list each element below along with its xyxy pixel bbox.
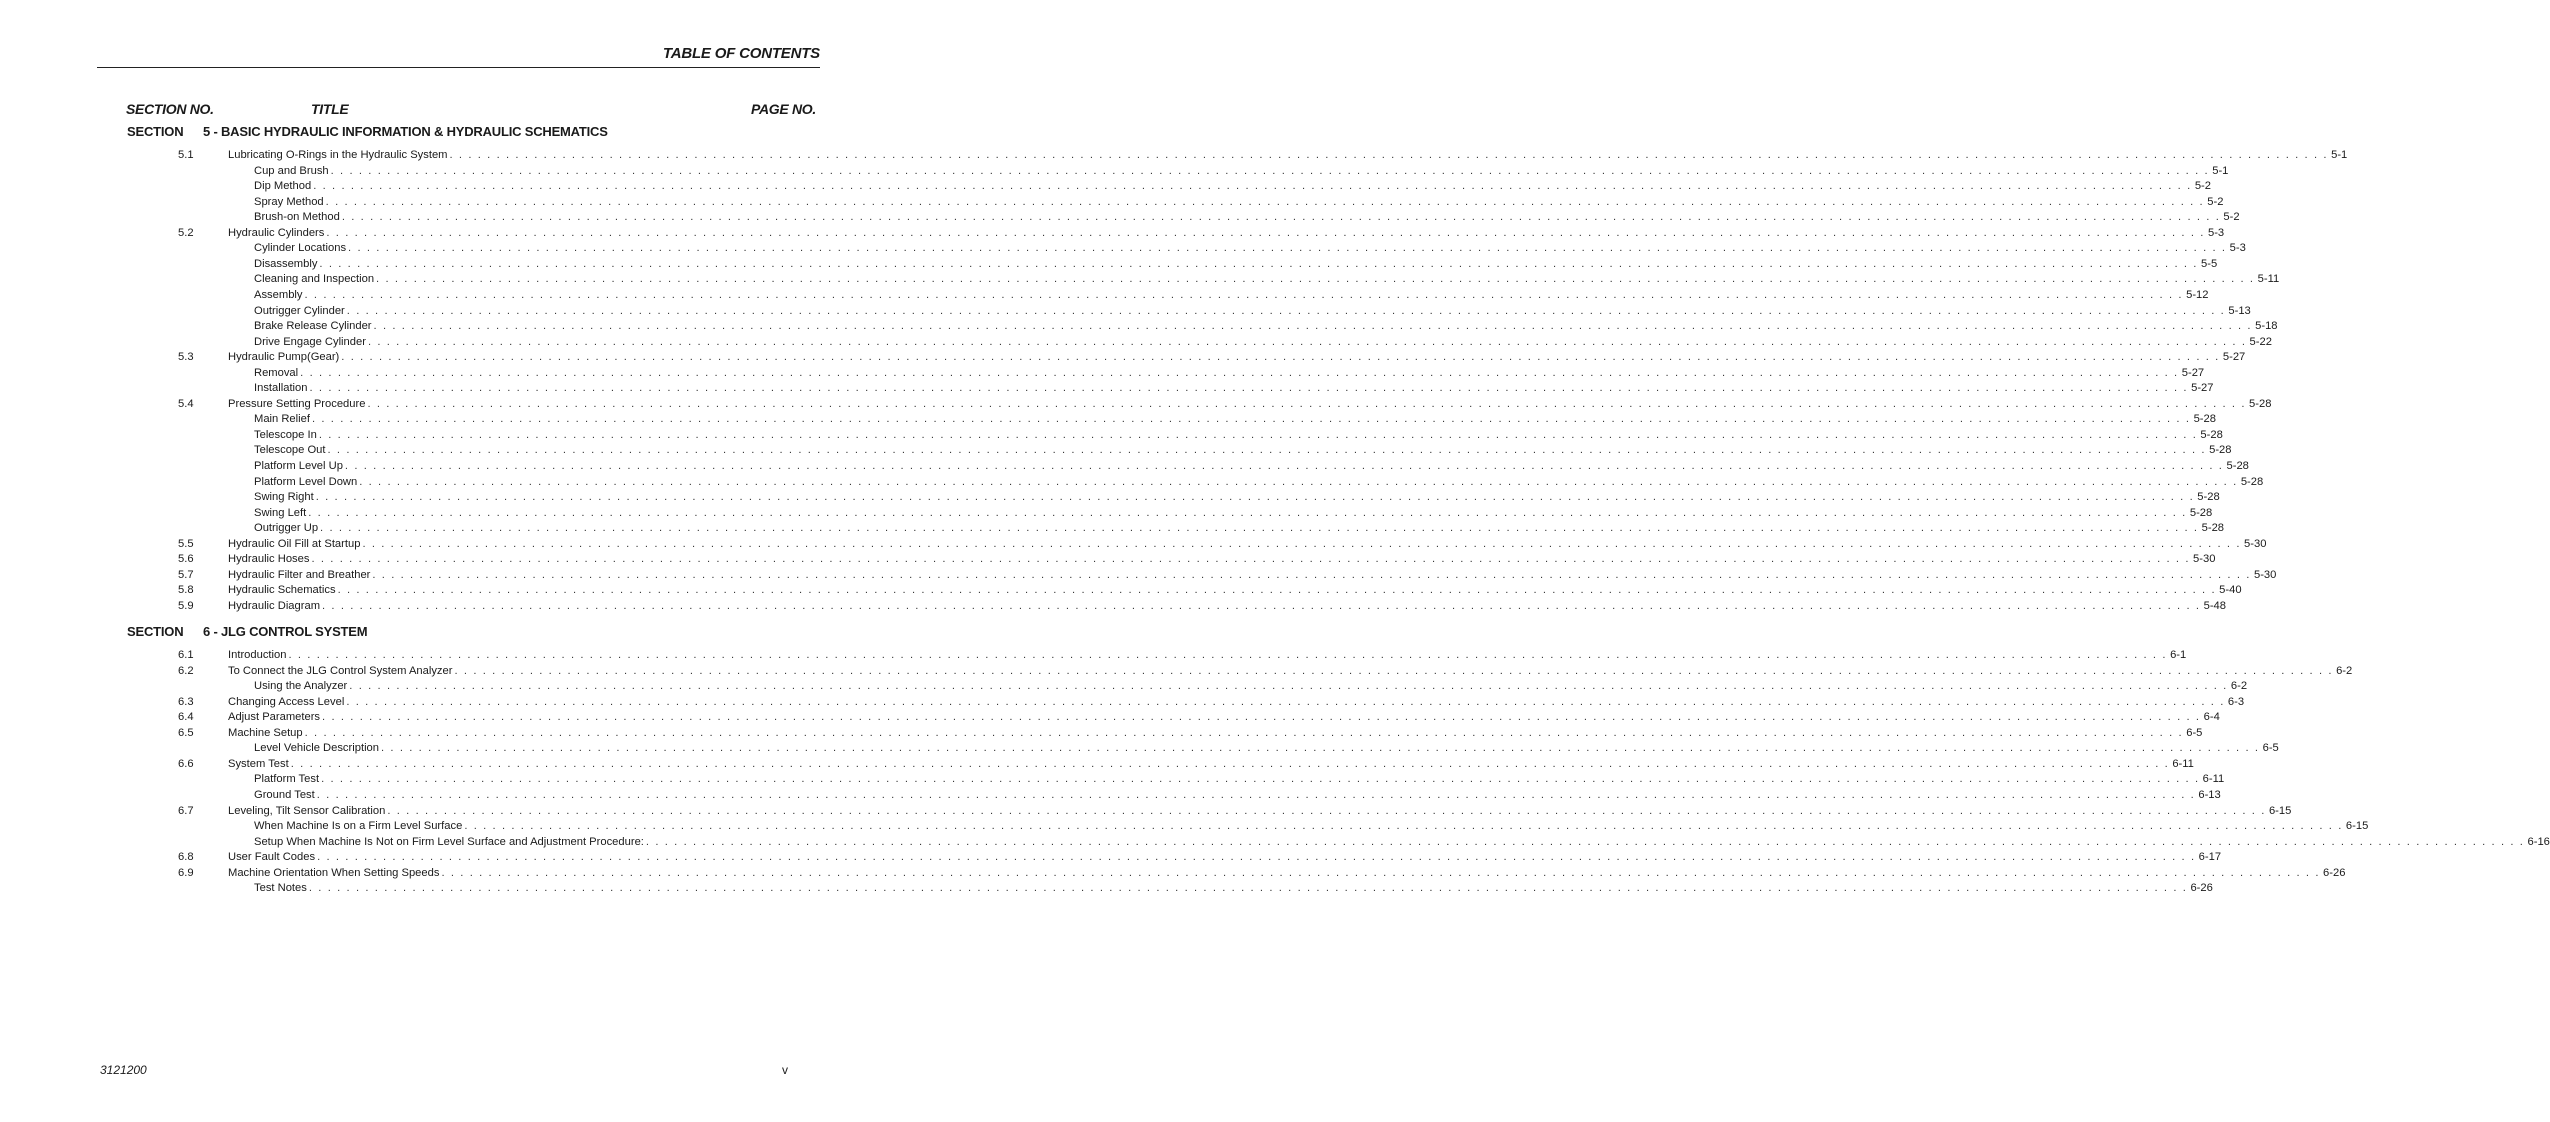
toc-entry-link[interactable] — [254, 819, 2369, 834]
toc-entry-link[interactable] — [254, 288, 2209, 303]
toc-entry-title: Telescope Out — [254, 444, 326, 457]
dot-leader: . . . . . . . . . . . . . . . . . . . . . . . . . . . . . . . . . . . . . . . . . . . . . . . . . . . . . . . . . . . . . . . . . . . . . . . . . . . . . . . . . . . . . . . . . . . . . . . . . . . . . . . . . . . . . . . . . . . . . . . . . . . . . . . . . . . . . . . . . . . . . . . . . . . . . . . . . . . . . . . . . . . . . . . . . . . . . . . . . . . . . . . . . . . . . . . . . . . . . . . . — [316, 789, 2196, 801]
toc-entry-page: 6-2 — [2230, 680, 2248, 693]
toc-entry-row[interactable] — [0, 552, 2216, 567]
dot-leader: . . . . . . . . . . . . . . . . . . . . . . . . . . . . . . . . . . . . . . . . . . . . . . . . . . . . . . . . . . . . . . . . . . . . . . . . . . . . . . . . . . . . . . . . . . . . . . . . . . . . . . . . . . . . . . . . . . . . . . . . . . . . . . . . . . . . . . . . . . . . . . . . . . . . . . . . . . . . . . . . . . . . . . . . . . . . . . . . . . . . . . . . . . . . . . . . . . . . . . . . — [325, 195, 2205, 208]
toc-entry-title: Swing Left — [254, 506, 307, 519]
toc-entry-row[interactable] — [0, 726, 2203, 741]
toc-entry-title: Hydraulic Oil Fill at Startup — [228, 537, 361, 550]
toc-entry-row[interactable] — [0, 241, 2246, 256]
toc-entry-page: 6-17 — [2198, 851, 2222, 864]
toc-entry-number: 6.7 — [178, 804, 194, 817]
dot-leader: . . . . . . . . . . . . . . . . . . . . . . . . . . . . . . . . . . . . . . . . . . . . . . . . . . . . . . . . . . . . . . . . . . . . . . . . . . . . . . . . . . . . . . . . . . . . . . . . . . . . . . . . . . . . . . . . . . . . . . . . . . . . . . . . . . . . . . . . . . . . . . . . . . . . . . . . . . . . . . . . . . . . . . . . . . . . . . . . . . . . . . . . . . . . . . . . . . . . . . . . — [441, 866, 2321, 879]
dot-leader: . . . . . . . . . . . . . . . . . . . . . . . . . . . . . . . . . . . . . . . . . . . . . . . . . . . . . . . . . . . . . . . . . . . . . . . . . . . . . . . . . . . . . . . . . . . . . . . . . . . . . . . . . . . . . . . . . . . . . . . . . . . . . . . . . . . . . . . . . . . . . . . . . . . . . . . . . . . . . . . . . . . . . . . . . . . . . . . . . . . . . . . . . . . . . . . . . . . . . . . . — [367, 335, 2247, 348]
dot-leader: . . . . . . . . . . . . . . . . . . . . . . . . . . . . . . . . . . . . . . . . . . . . . . . . . . . . . . . . . . . . . . . . . . . . . . . . . . . . . . . . . . . . . . . . . . . . . . . . . . . . . . . . . . . . . . . . . . . . . . . . . . . . . . . . . . . . . . . . . . . . . . . . . . . . . . . . . . . . . . . . . . . . . . . . . . . . . . . . . . . . . . . . . . . . . . . . . . . . . . . . — [344, 460, 2224, 472]
toc-entry-row[interactable] — [0, 459, 2249, 474]
toc-entry-page: 6-15 — [2268, 804, 2292, 817]
dot-leader: . . . . . . . . . . . . . . . . . . . . . . . . . . . . . . . . . . . . . . . . . . . . . . . . . . . . . . . . . . . . . . . . . . . . . . . . . . . . . . . . . . . . . . . . . . . . . . . . . . . . . . . . . . . . . . . . . . . . . . . . . . . . . . . . . . . . . . . . . . . . . . . . . . . . . . . . . . . . . . . . . . . . . . . . . . . . . . . . . . . . . . . . . . . . . . . . . . . . . . . . — [464, 820, 2343, 832]
toc-entry-number: 5.2 — [178, 226, 194, 239]
toc-entry-title: Dip Method — [254, 180, 312, 193]
toc-entry-title: To Connect the JLG Control System Analyzer — [228, 664, 453, 677]
toc-entry-title: Ground Test — [254, 789, 315, 801]
toc-entry-row[interactable] — [0, 288, 2209, 303]
toc-entry-link[interactable] — [254, 257, 2218, 272]
toc-entry-page: 5-48 — [2203, 600, 2227, 612]
toc-entry-link[interactable] — [254, 788, 2221, 803]
toc-entry-link[interactable] — [254, 490, 2220, 505]
toc-entry-number: 5.3 — [178, 351, 194, 364]
toc-entry-page: 5-30 — [2253, 568, 2277, 581]
toc-entry-title: Changing Access Level — [228, 695, 345, 708]
toc-entry-row[interactable] — [0, 335, 2272, 350]
toc-entry-link[interactable] — [254, 164, 2229, 179]
toc-entry-link[interactable] — [254, 412, 2216, 427]
toc-entry-number: 6.4 — [178, 711, 194, 724]
toc-entry-row[interactable] — [0, 179, 2211, 194]
toc-entry-row[interactable] — [0, 490, 2220, 505]
toc-entry-row[interactable] — [0, 568, 2277, 583]
toc-entry-row[interactable] — [0, 866, 2346, 881]
toc-entry-title: Hydraulic Pump(Gear) — [228, 351, 340, 364]
toc-entry-page: 5-27 — [2191, 382, 2214, 395]
toc-entry-link[interactable] — [254, 741, 2279, 756]
toc-entry-row[interactable] — [0, 257, 2218, 272]
dot-leader: . . . . . . . . . . . . . . . . . . . . . . . . . . . . . . . . . . . . . . . . . . . . . . . . . . . . . . . . . . . . . . . . . . . . . . . . . . . . . . . . . . . . . . . . . . . . . . . . . . . . . . . . . . . . . . . . . . . . . . . . . . . . . . . . . . . . . . . . . . . . . . . . . . . . . . . . . . . . . . . . . . . . . . . . . . . . . . . . . . . . . . . . . . . . . . . . . . . . . . . . — [290, 757, 2170, 770]
toc-entry-row[interactable] — [0, 164, 2229, 179]
toc-entry-row[interactable] — [0, 506, 2213, 521]
toc-entry-number: 5.9 — [178, 600, 194, 612]
dot-leader: . . . . . . . . . . . . . . . . . . . . . . . . . . . . . . . . . . . . . . . . . . . . . . . . . . . . . . . . . . . . . . . . . . . . . . . . . . . . . . . . . . . . . . . . . . . . . . . . . . . . . . . . . . . . . . . . . . . . . . . . . . . . . . . . . . . . . . . . . . . . . . . . . . . . . . . . . . . . . . . . . . . . . . . . . . . . . . . . . . . . . . . . . . . . . . . . . . . . . . . . — [376, 273, 2255, 286]
toc-entry-row[interactable] — [0, 772, 2225, 787]
dot-leader: . . . . . . . . . . . . . . . . . . . . . . . . . . . . . . . . . . . . . . . . . . . . . . . . . . . . . . . . . . . . . . . . . . . . . . . . . . . . . . . . . . . . . . . . . . . . . . . . . . . . . . . . . . . . . . . . . . . . . . . . . . . . . . . . . . . . . . . . . . . . . . . . . . . . . . . . . . . . . . . . . . . . . . . . . . . . . . . . . . . . . . . . . . . . . . . . . . . . . . . . — [311, 413, 2191, 426]
toc-entry-row[interactable] — [0, 850, 2222, 865]
toc-entry-title: User Fault Codes — [228, 851, 316, 864]
toc-entry-page: 5-12 — [2186, 289, 2209, 301]
toc-entry-title: Removal — [254, 366, 299, 379]
toc-entry-link[interactable] — [228, 397, 2272, 412]
toc-entry-title: When Machine Is on a Firm Level Surface — [254, 820, 463, 832]
toc-entry-row[interactable] — [0, 741, 2279, 756]
toc-entry-row[interactable] — [0, 366, 2205, 381]
toc-entry-row[interactable] — [0, 710, 2220, 725]
toc-entry-page: 6-4 — [2203, 711, 2220, 724]
dot-leader: . . . . . . . . . . . . . . . . . . . . . . . . . . . . . . . . . . . . . . . . . . . . . . . . . . . . . . . . . . . . . . . . . . . . . . . . . . . . . . . . . . . . . . . . . . . . . . . . . . . . . . . . . . . . . . . . . . . . . . . . . . . . . . . . . . . . . . . . . . . . . . . . . . . . . . . . . . . . . . . . . . . . . . . . . . . . . . . . . . . . . . . . . . . . . . . . . . . . . . . . — [381, 742, 2260, 755]
dot-leader: . . . . . . . . . . . . . . . . . . . . . . . . . . . . . . . . . . . . . . . . . . . . . . . . . . . . . . . . . . . . . . . . . . . . . . . . . . . . . . . . . . . . . . . . . . . . . . . . . . . . . . . . . . . . . . . . . . . . . . . . . . . . . . . . . . . . . . . . . . . . . . . . . . . . . . . . . . . . . . . . . . . . . . . . . . . . . . . . . . . . . . . . . . . . . . . . . . . . . . . . — [359, 475, 2238, 488]
dot-leader: . . . . . . . . . . . . . . . . . . . . . . . . . . . . . . . . . . . . . . . . . . . . . . . . . . . . . . . . . . . . . . . . . . . . . . . . . . . . . . . . . . . . . . . . . . . . . . . . . . . . . . . . . . . . . . . . . . . . . . . . . . . . . . . . . . . . . . . . . . . . . . . . . . . . . . . . . . . . . . . . . . . . . . . . . . . . . . . . . . . . . . . . . . . . . . . . . . . . . . . . — [317, 851, 2196, 864]
toc-entry-number: 6.9 — [178, 866, 194, 879]
dot-leader: . . . . . . . . . . . . . . . . . . . . . . . . . . . . . . . . . . . . . . . . . . . . . . . . . . . . . . . . . . . . . . . . . . . . . . . . . . . . . . . . . . . . . . . . . . . . . . . . . . . . . . . . . . . . . . . . . . . . . . . . . . . . . . . . . . . . . . . . . . . . . . . . . . . . . . . . . . . . . . . . . . . . . . . . . . . . . . . . . . . . . . . . . . . . . . . . . . . . . . . . — [322, 600, 2201, 612]
dot-leader: . . . . . . . . . . . . . . . . . . . . . . . . . . . . . . . . . . . . . . . . . . . . . . . . . . . . . . . . . . . . . . . . . . . . . . . . . . . . . . . . . . . . . . . . . . . . . . . . . . . . . . . . . . . . . . . . . . . . . . . . . . . . . . . . . . . . . . . . . . . . . . . . . . . . . . . . . . . . . . . . . . . . . . . . . . . . . . . . . . . . . . . . . . . . . . . . . . . . . . . . — [367, 397, 2247, 410]
dot-leader: . . . . . . . . . . . . . . . . . . . . . . . . . . . . . . . . . . . . . . . . . . . . . . . . . . . . . . . . . . . . . . . . . . . . . . . . . . . . . . . . . . . . . . . . . . . . . . . . . . . . . . . . . . . . . . . . . . . . . . . . . . . . . . . . . . . . . . . . . . . . . . . . . . . . . . . . . . . . . . . . . . . . . . . . . . . . . . . . . . . . . . . . . . . . . . . . . . . . . . . . — [454, 664, 2334, 677]
toc-entry-title: Platform Test — [254, 773, 320, 786]
toc-entry-page: 5-28 — [2226, 460, 2249, 472]
toc-entry-link[interactable] — [254, 679, 2248, 694]
dot-leader: . . . . . . . . . . . . . . . . . . . . . . . . . . . . . . . . . . . . . . . . . . . . . . . . . . . . . . . . . . . . . . . . . . . . . . . . . . . . . . . . . . . . . . . . . . . . . . . . . . . . . . . . . . . . . . . . . . . . . . . . . . . . . . . . . . . . . . . . . . . . . . . . . . . . . . . . . . . . . . . . . . . . . . . . . . . . . . . . . . . . . . . . . . . . . . . . . . . . . . . . — [308, 882, 2188, 895]
toc-entry-page: 5-2 — [2194, 180, 2211, 193]
toc-entry-title: Machine Setup — [228, 726, 303, 739]
toc-entry-title: Platform Level Up — [254, 460, 343, 472]
toc-entry-link[interactable] — [228, 226, 2225, 241]
toc-entry-title: Introduction — [228, 649, 287, 661]
toc-entry-row[interactable] — [0, 599, 2227, 614]
dot-leader: . . . . . . . . . . . . . . . . . . . . . . . . . . . . . . . . . . . . . . . . . . . . . . . . . . . . . . . . . . . . . . . . . . . . . . . . . . . . . . . . . . . . . . . . . . . . . . . . . . . . . . . . . . . . . . . . . . . . . . . . . . . . . . . . . . . . . . . . . . . . . . . . . . . . . . . . . . . . . . . . . . . . . . . . . . . . . . . . . . . . . . . . . . . . . . . . . . . . . . . . — [304, 726, 2184, 739]
toc-entry-row[interactable] — [0, 397, 2272, 412]
toc-entry-row[interactable] — [0, 412, 2216, 427]
toc-entry-row[interactable] — [0, 210, 2240, 225]
toc-entry-title: Outrigger Cylinder — [254, 304, 345, 317]
toc-entry-link[interactable] — [254, 835, 2550, 850]
toc-entry-number: 6.2 — [178, 664, 194, 677]
section-word: SECTION — [127, 624, 184, 639]
dot-leader: . . . . . . . . . . . . . . . . . . . . . . . . . . . . . . . . . . . . . . . . . . . . . . . . . . . . . . . . . . . . . . . . . . . . . . . . . . . . . . . . . . . . . . . . . . . . . . . . . . . . . . . . . . . . . . . . . . . . . . . . . . . . . . . . . . . . . . . . . . . . . . . . . . . . . . . . . . . . . . . . . . . . . . . . . . . . . . . . . . . . . . . . . . . . . . . . . . . . . . . . — [313, 180, 2192, 193]
header-title: TABLE OF CONTENTS — [662, 45, 820, 62]
toc-entry-title: Installation — [254, 382, 308, 395]
toc-entry-row[interactable] — [0, 475, 2264, 490]
toc-entry-title: Hydraulic Schematics — [228, 584, 336, 597]
toc-entry-page: 5-28 — [2189, 506, 2213, 519]
dot-leader: . . . . . . . . . . . . . . . . . . . . . . . . . . . . . . . . . . . . . . . . . . . . . . . . . . . . . . . . . . . . . . . . . . . . . . . . . . . . . . . . . . . . . . . . . . . . . . . . . . . . . . . . . . . . . . . . . . . . . . . . . . . . . . . . . . . . . . . . . . . . . . . . . . . . . . . . . . . . . . . . . . . . . . . . . . . . . . . . . . . . . . . . . . . . . . . . . . . . . . . . — [346, 304, 2226, 317]
toc-entry-page: 6-26 — [2323, 866, 2346, 879]
toc-entry-row[interactable] — [0, 537, 2267, 552]
toc-entry-title: Disassembly — [254, 257, 318, 270]
toc-entry-title: Lubricating O-Rings in the Hydraulic System — [228, 149, 448, 161]
toc-entry-title: Level Vehicle Description — [254, 742, 379, 755]
toc-entry-title: Cup and Brush — [254, 164, 329, 177]
header-rule — [97, 67, 820, 68]
toc-entry-row[interactable] — [0, 788, 2221, 803]
toc-entry-title: Using the Analyzer — [254, 680, 348, 693]
toc-entry-number: 5.4 — [178, 397, 194, 410]
toc-entry-link[interactable] — [254, 210, 2240, 225]
toc-entry-title: System Test — [228, 757, 289, 770]
toc-entry-link[interactable] — [254, 443, 2232, 458]
dot-leader: . . . . . . . . . . . . . . . . . . . . . . . . . . . . . . . . . . . . . . . . . . . . . . . . . . . . . . . . . . . . . . . . . . . . . . . . . . . . . . . . . . . . . . . . . . . . . . . . . . . . . . . . . . . . . . . . . . . . . . . . . . . . . . . . . . . . . . . . . . . . . . . . . . . . . . . . . . . . . . . . . . . . . . . . . . . . . . . . . . . . . . . . . . . . . . . . . . . . . . . . — [341, 351, 2220, 364]
toc-entry-page: 5-18 — [2255, 320, 2278, 333]
toc-entry-page: 5-5 — [2201, 257, 2218, 270]
toc-entry-page: 6-1 — [2170, 649, 2187, 661]
toc-entry-row[interactable] — [0, 272, 2280, 287]
toc-entry-link[interactable] — [254, 881, 2213, 896]
toc-entry-row[interactable] — [0, 648, 2187, 663]
toc-entry-title: Leveling, Tilt Sensor Calibration — [228, 804, 386, 817]
col-section-no: SECTION NO. — [126, 101, 214, 117]
toc-entry-title: Drive Engage Cylinder — [254, 335, 366, 348]
toc-entry-row[interactable] — [0, 804, 2292, 819]
toc-entry-page: 5-30 — [2193, 553, 2216, 566]
toc-entry-link[interactable] — [254, 381, 2214, 396]
toc-entry-number: 6.6 — [178, 757, 194, 770]
toc-entry-link[interactable] — [228, 850, 2222, 865]
toc-entry-title: Outrigger Up — [254, 522, 319, 535]
toc-entry-link[interactable] — [228, 664, 2353, 679]
toc-entry-link[interactable] — [254, 459, 2249, 474]
toc-entry-page: 5-28 — [2249, 397, 2272, 410]
toc-entry-number: 5.7 — [178, 568, 194, 581]
dot-leader: . . . . . . . . . . . . . . . . . . . . . . . . . . . . . . . . . . . . . . . . . . . . . . . . . . . . . . . . . . . . . . . . . . . . . . . . . . . . . . . . . . . . . . . . . . . . . . . . . . . . . . . . . . . . . . . . . . . . . . . . . . . . . . . . . . . . . . . . . . . . . . . . . . . . . . . . . . . . . . . . . . . . . . . . . . . . . . . . . . . . . . . . . . . . . . . . . . . . . . . . — [315, 491, 2195, 504]
dot-leader: . . . . . . . . . . . . . . . . . . . . . . . . . . . . . . . . . . . . . . . . . . . . . . . . . . . . . . . . . . . . . . . . . . . . . . . . . . . . . . . . . . . . . . . . . . . . . . . . . . . . . . . . . . . . . . . . . . . . . . . . . . . . . . . . . . . . . . . . . . . . . . . . . . . . . . . . . . . . . . . . . . . . . . . . . . . . . . . . . . . . . . . . . . . . . . . . . . . . . . . . — [373, 320, 2253, 333]
toc-entry-link[interactable] — [254, 506, 2213, 521]
toc-entry-link[interactable] — [228, 350, 2246, 365]
dot-leader: . . . . . . . . . . . . . . . . . . . . . . . . . . . . . . . . . . . . . . . . . . . . . . . . . . . . . . . . . . . . . . . . . . . . . . . . . . . . . . . . . . . . . . . . . . . . . . . . . . . . . . . . . . . . . . . . . . . . . . . . . . . . . . . . . . . . . . . . . . . . . . . . . . . . . . . . . . . . . . . . . . . . . . . . . . . . . . . . . . . . . . . . . . . . . . . . . . . . . . . . — [300, 366, 2179, 379]
toc-entry-row[interactable] — [0, 757, 2194, 772]
toc-entry-page: 6-3 — [2227, 695, 2245, 708]
toc-entry-link[interactable] — [228, 757, 2194, 772]
toc-entry-page: 5-30 — [2244, 537, 2267, 550]
dot-leader: . . . . . . . . . . . . . . . . . . . . . . . . . . . . . . . . . . . . . . . . . . . . . . . . . . . . . . . . . . . . . . . . . . . . . . . . . . . . . . . . . . . . . . . . . . . . . . . . . . . . . . . . . . . . . . . . . . . . . . . . . . . . . . . . . . . . . . . . . . . . . . . . . . . . . . . . . . . . . . . . . . . . . . . . . . . . . . . . . . . . . . . . . . . . . . . . . . . . . . . . — [304, 289, 2184, 301]
toc-entry-page: 6-15 — [2345, 820, 2369, 832]
toc-entry-page: 5-28 — [2197, 491, 2220, 504]
toc-entry-link[interactable] — [254, 772, 2225, 787]
toc-entry-page: 5-40 — [2219, 584, 2242, 597]
toc-entry-page: 5-2 — [2223, 211, 2240, 224]
toc-entry-link[interactable] — [228, 568, 2277, 583]
dot-leader: . . . . . . . . . . . . . . . . . . . . . . . . . . . . . . . . . . . . . . . . . . . . . . . . . . . . . . . . . . . . . . . . . . . . . . . . . . . . . . . . . . . . . . . . . . . . . . . . . . . . . . . . . . . . . . . . . . . . . . . . . . . . . . . . . . . . . . . . . . . . . . . . . . . . . . . . . . . . . . . . . . . . . . . . . . . . . . . . . . . . . . . . . . . . . . . . . . . . . . . . — [330, 164, 2210, 177]
dot-leader: . . . . . . . . . . . . . . . . . . . . . . . . . . . . . . . . . . . . . . . . . . . . . . . . . . . . . . . . . . . . . . . . . . . . . . . . . . . . . . . . . . . . . . . . . . . . . . . . . . . . . . . . . . . . . . . . . . . . . . . . . . . . . . . . . . . . . . . . . . . . . . . . . . . . . . . . . . . . . . . . . . . . . . . . . . . . . . . . . . . . . . . . . . . . . . . . . . . . . . . . — [449, 149, 2329, 161]
toc-entry-row[interactable] — [0, 521, 2225, 536]
toc-entry-number: 5.5 — [178, 537, 194, 550]
toc-entry-title: Cleaning and Inspection — [254, 273, 375, 286]
toc-entry-link[interactable] — [254, 241, 2246, 256]
dot-leader: . . . . . . . . . . . . . . . . . . . . . . . . . . . . . . . . . . . . . . . . . . . . . . . . . . . . . . . . . . . . . . . . . . . . . . . . . . . . . . . . . . . . . . . . . . . . . . . . . . . . . . . . . . . . . . . . . . . . . . . . . . . . . . . . . . . . . . . . . . . . . . . . . . . . . . . . . . . . . . . . . . . . . . . . . . . . . . . . . . . . . . . . . . . . . . . . . . . . . . . . — [362, 537, 2242, 550]
toc-entry-row[interactable] — [0, 319, 2278, 334]
toc-entry-title: Pressure Setting Procedure — [228, 397, 366, 410]
toc-entry-row[interactable] — [0, 226, 2225, 241]
dot-leader: . . . . . . . . . . . . . . . . . . . . . . . . . . . . . . . . . . . . . . . . . . . . . . . . . . . . . . . . . . . . . . . . . . . . . . . . . . . . . . . . . . . . . . . . . . . . . . . . . . . . . . . . . . . . . . . . . . . . . . . . . . . . . . . . . . . . . . . . . . . . . . . . . . . . . . . . . . . . . . . . . . . . . . . . . . . . . . . . . . . . . . . . . . . . . . . . . . . . . . . . — [327, 444, 2207, 457]
toc-entry-number: 6.8 — [178, 851, 194, 864]
toc-entry-row[interactable] — [0, 819, 2369, 834]
toc-entry-row[interactable] — [0, 835, 2550, 850]
toc-entry-row[interactable] — [0, 664, 2353, 679]
toc-entry-page: 6-5 — [2186, 726, 2203, 739]
toc-entry-page: 5-1 — [2212, 164, 2229, 177]
toc-entry-page: 5-1 — [2331, 149, 2348, 161]
dot-leader: . . . . . . . . . . . . . . . . . . . . . . . . . . . . . . . . . . . . . . . . . . . . . . . . . . . . . . . . . . . . . . . . . . . . . . . . . . . . . . . . . . . . . . . . . . . . . . . . . . . . . . . . . . . . . . . . . . . . . . . . . . . . . . . . . . . . . . . . . . . . . . . . . . . . . . . . . . . . . . . . . . . . . . . . . . . . . . . . . . . . . . . . . . . . . . . . . . . . . . . . — [372, 568, 2251, 581]
toc-entry-link[interactable] — [228, 710, 2220, 725]
toc-entry-page: 6-16 — [2527, 835, 2550, 848]
toc-entry-number: 5.6 — [178, 553, 194, 566]
toc-entry-link[interactable] — [228, 648, 2187, 663]
toc-entry-link[interactable] — [228, 537, 2267, 552]
toc-entry-title: Swing Right — [254, 491, 314, 504]
toc-entry-row[interactable] — [0, 428, 2223, 443]
section-word: SECTION — [127, 124, 184, 139]
toc-entry-title: Hydraulic Filter and Breather — [228, 568, 371, 581]
footer-page-number: v — [782, 1063, 788, 1077]
toc-entry-link[interactable] — [254, 335, 2272, 350]
toc-entry-title: Hydraulic Cylinders — [228, 226, 325, 239]
toc-entry-page: 6-11 — [2172, 757, 2194, 770]
toc-entry-row[interactable] — [0, 695, 2245, 710]
toc-entry-page: 6-26 — [2190, 882, 2213, 895]
toc-entry-page: 5-28 — [2201, 522, 2225, 535]
toc-entry-title: Assembly — [254, 289, 303, 301]
dot-leader: . . . . . . . . . . . . . . . . . . . . . . . . . . . . . . . . . . . . . . . . . . . . . . . . . . . . . . . . . . . . . . . . . . . . . . . . . . . . . . . . . . . . . . . . . . . . . . . . . . . . . . . . . . . . . . . . . . . . . . . . . . . . . . . . . . . . . . . . . . . . . . . . . . . . . . . . . . . . . . . . . . . . . . . . . . . . . . . . . . . . . . . . . . . . . . . . . . . . . . . . — [349, 680, 2228, 693]
section-heading — [127, 124, 608, 139]
toc-entry-link[interactable] — [228, 599, 2227, 614]
toc-entry-title: Brake Release Cylinder — [254, 320, 372, 333]
toc-entry-page: 5-3 — [2229, 242, 2246, 255]
toc-entry-number: 6.1 — [178, 649, 194, 661]
toc-entry-page: 5-22 — [2249, 335, 2272, 348]
toc-entry-title: Hydraulic Hoses — [228, 553, 310, 566]
dot-leader: . . . . . . . . . . . . . . . . . . . . . . . . . . . . . . . . . . . . . . . . . . . . . . . . . . . . . . . . . . . . . . . . . . . . . . . . . . . . . . . . . . . . . . . . . . . . . . . . . . . . . . . . . . . . . . . . . . . . . . . . . . . . . . . . . . . . . . . . . . . . . . . . . . . . . . . . . . . . . . . . . . . . . . . . . . . . . . . . . . . . . . . . . . . . . . . . . . . . . . . . — [319, 257, 2199, 270]
toc-entry-title: Main Relief — [254, 413, 310, 426]
toc-entry-row[interactable] — [0, 679, 2248, 694]
footer-doc-number: 3121200 — [100, 1063, 147, 1077]
dot-leader: . . . . . . . . . . . . . . . . . . . . . . . . . . . . . . . . . . . . . . . . . . . . . . . . . . . . . . . . . . . . . . . . . . . . . . . . . . . . . . . . . . . . . . . . . . . . . . . . . . . . . . . . . . . . . . . . . . . . . . . . . . . . . . . . . . . . . . . . . . . . . . . . . . . . . . . . . . . . . . . . . . . . . . . . . . . . . . . . . . . . . . . . . . . . . . . . . . . . . . . . — [337, 584, 2217, 597]
section-heading — [127, 624, 367, 639]
dot-leader: . . . . . . . . . . . . . . . . . . . . . . . . . . . . . . . . . . . . . . . . . . . . . . . . . . . . . . . . . . . . . . . . . . . . . . . . . . . . . . . . . . . . . . . . . . . . . . . . . . . . . . . . . . . . . . . . . . . . . . . . . . . . . . . . . . . . . . . . . . . . . . . . . . . . . . . . . . . . . . . . . . . . . . . . . . . . . . . . . . . . . . . . . . . . . . . . . . . . . . . . — [288, 649, 2168, 661]
toc-entry-title: Hydraulic Diagram — [228, 600, 321, 612]
toc-entry-row[interactable] — [0, 148, 2348, 163]
toc-entry-row[interactable] — [0, 583, 2242, 598]
toc-entry-row[interactable] — [0, 350, 2246, 365]
toc-entry-link[interactable] — [254, 319, 2278, 334]
toc-entry-page: 5-3 — [2207, 226, 2225, 239]
dot-leader: . . . . . . . . . . . . . . . . . . . . . . . . . . . . . . . . . . . . . . . . . . . . . . . . . . . . . . . . . . . . . . . . . . . . . . . . . . . . . . . . . . . . . . . . . . . . . . . . . . . . . . . . . . . . . . . . . . . . . . . . . . . . . . . . . . . . . . . . . . . . . . . . . . . . . . . . . . . . . . . . . . . . . . . . . . . . . . . . . . . . . . . . . . . . . . . . . . . . . . . . — [645, 835, 2525, 848]
dot-leader: . . . . . . . . . . . . . . . . . . . . . . . . . . . . . . . . . . . . . . . . . . . . . . . . . . . . . . . . . . . . . . . . . . . . . . . . . . . . . . . . . . . . . . . . . . . . . . . . . . . . . . . . . . . . . . . . . . . . . . . . . . . . . . . . . . . . . . . . . . . . . . . . . . . . . . . . . . . . . . . . . . . . . . . . . . . . . . . . . . . . . . . . . . . . . . . . . . . . . . . . — [311, 553, 2191, 566]
toc-entry-link[interactable] — [254, 366, 2205, 381]
toc-entry-page: 5-27 — [2181, 366, 2205, 379]
toc-entry-link[interactable] — [254, 475, 2264, 490]
toc-entry-row[interactable] — [0, 304, 2251, 319]
col-page-no: PAGE NO. — [750, 101, 816, 117]
toc-entry-row[interactable] — [0, 195, 2224, 210]
toc-entry-page: 5-28 — [2193, 413, 2216, 426]
toc-entry-title: Adjust Parameters — [228, 711, 321, 724]
toc-entry-title: Platform Level Down — [254, 475, 358, 488]
toc-entry-page: 6-13 — [2198, 789, 2221, 801]
toc-entry-page: 5-27 — [2222, 351, 2246, 364]
dot-leader: . . . . . . . . . . . . . . . . . . . . . . . . . . . . . . . . . . . . . . . . . . . . . . . . . . . . . . . . . . . . . . . . . . . . . . . . . . . . . . . . . . . . . . . . . . . . . . . . . . . . . . . . . . . . . . . . . . . . . . . . . . . . . . . . . . . . . . . . . . . . . . . . . . . . . . . . . . . . . . . . . . . . . . . . . . . . . . . . . . . . . . . . . . . . . . . . . . . . . . . . — [318, 428, 2198, 441]
toc-entry-page: 6-2 — [2336, 664, 2353, 677]
toc-entry-title: Test Notes — [254, 882, 307, 895]
dot-leader: . . . . . . . . . . . . . . . . . . . . . . . . . . . . . . . . . . . . . . . . . . . . . . . . . . . . . . . . . . . . . . . . . . . . . . . . . . . . . . . . . . . . . . . . . . . . . . . . . . . . . . . . . . . . . . . . . . . . . . . . . . . . . . . . . . . . . . . . . . . . . . . . . . . . . . . . . . . . . . . . . . . . . . . . . . . . . . . . . . . . . . . . . . . . . . . . . . . . . . . . — [308, 506, 2187, 519]
toc-entry-link[interactable] — [254, 304, 2251, 319]
toc-entry-row[interactable] — [0, 881, 2213, 896]
toc-entry-page: 5-11 — [2257, 273, 2280, 286]
toc-entry-page: 5-28 — [2209, 444, 2232, 457]
toc-entry-link[interactable] — [254, 179, 2211, 194]
toc-entry-link[interactable] — [254, 521, 2225, 536]
toc-entry-title: Setup When Machine Is Not on Firm Level Surface and Adjustment Procedure: — [254, 835, 644, 848]
toc-entry-title: Cylinder Locations — [254, 242, 347, 255]
toc-entry-link[interactable] — [228, 695, 2245, 710]
toc-entry-number: 6.3 — [178, 695, 194, 708]
toc-entry-number: 5.1 — [178, 149, 194, 161]
toc-entry-link[interactable] — [228, 804, 2292, 819]
toc-entry-link[interactable] — [228, 866, 2346, 881]
toc-entry-link[interactable] — [228, 726, 2203, 741]
toc-entry-title: Brush-on Method — [254, 211, 340, 224]
toc-entry-title: Machine Orientation When Setting Speeds — [228, 866, 440, 879]
dot-leader: . . . . . . . . . . . . . . . . . . . . . . . . . . . . . . . . . . . . . . . . . . . . . . . . . . . . . . . . . . . . . . . . . . . . . . . . . . . . . . . . . . . . . . . . . . . . . . . . . . . . . . . . . . . . . . . . . . . . . . . . . . . . . . . . . . . . . . . . . . . . . . . . . . . . . . . . . . . . . . . . . . . . . . . . . . . . . . . . . . . . . . . . . . . . . . . . . . . . . . . . — [321, 773, 2200, 786]
toc-entry-title: Spray Method — [254, 195, 324, 208]
dot-leader: . . . . . . . . . . . . . . . . . . . . . . . . . . . . . . . . . . . . . . . . . . . . . . . . . . . . . . . . . . . . . . . . . . . . . . . . . . . . . . . . . . . . . . . . . . . . . . . . . . . . . . . . . . . . . . . . . . . . . . . . . . . . . . . . . . . . . . . . . . . . . . . . . . . . . . . . . . . . . . . . . . . . . . . . . . . . . . . . . . . . . . . . . . . . . . . . . . . . . . . . — [320, 522, 2199, 535]
dot-leader: . . . . . . . . . . . . . . . . . . . . . . . . . . . . . . . . . . . . . . . . . . . . . . . . . . . . . . . . . . . . . . . . . . . . . . . . . . . . . . . . . . . . . . . . . . . . . . . . . . . . . . . . . . . . . . . . . . . . . . . . . . . . . . . . . . . . . . . . . . . . . . . . . . . . . . . . . . . . . . . . . . . . . . . . . . . . . . . . . . . . . . . . . . . . . . . . . . . . . . . . — [348, 242, 2227, 255]
toc-entry-number: 6.5 — [178, 726, 194, 739]
toc-entry-row[interactable] — [0, 381, 2214, 396]
toc-entry-link[interactable] — [254, 195, 2224, 210]
col-title: TITLE — [311, 101, 349, 117]
toc-entry-link[interactable] — [228, 552, 2216, 567]
toc-entry-row[interactable] — [0, 443, 2232, 458]
toc-entry-link[interactable] — [254, 428, 2223, 443]
toc-entry-page: 5-13 — [2228, 304, 2251, 317]
dot-leader: . . . . . . . . . . . . . . . . . . . . . . . . . . . . . . . . . . . . . . . . . . . . . . . . . . . . . . . . . . . . . . . . . . . . . . . . . . . . . . . . . . . . . . . . . . . . . . . . . . . . . . . . . . . . . . . . . . . . . . . . . . . . . . . . . . . . . . . . . . . . . . . . . . . . . . . . . . . . . . . . . . . . . . . . . . . . . . . . . . . . . . . . . . . . . . . . . . . . . . . . — [346, 695, 2225, 708]
toc-entry-link[interactable] — [228, 148, 2348, 163]
dot-leader: . . . . . . . . . . . . . . . . . . . . . . . . . . . . . . . . . . . . . . . . . . . . . . . . . . . . . . . . . . . . . . . . . . . . . . . . . . . . . . . . . . . . . . . . . . . . . . . . . . . . . . . . . . . . . . . . . . . . . . . . . . . . . . . . . . . . . . . . . . . . . . . . . . . . . . . . . . . . . . . . . . . . . . . . . . . . . . . . . . . . . . . . . . . . . . . . . . . . . . . . — [341, 211, 2221, 224]
toc-entry-page: 5-28 — [2200, 428, 2223, 441]
toc-entry-page: 6-11 — [2202, 773, 2225, 786]
toc-entry-page: 5-2 — [2207, 195, 2224, 208]
toc-entry-page: 5-28 — [2240, 475, 2264, 488]
toc-entry-number: 5.8 — [178, 584, 194, 597]
toc-entry-page: 6-5 — [2262, 742, 2279, 755]
toc-entry-link[interactable] — [254, 272, 2280, 287]
toc-entry-title: Telescope In — [254, 428, 317, 441]
section-label: 5 - BASIC HYDRAULIC INFORMATION & HYDRAULIC SCHEMATICS — [203, 124, 608, 139]
dot-leader: . . . . . . . . . . . . . . . . . . . . . . . . . . . . . . . . . . . . . . . . . . . . . . . . . . . . . . . . . . . . . . . . . . . . . . . . . . . . . . . . . . . . . . . . . . . . . . . . . . . . . . . . . . . . . . . . . . . . . . . . . . . . . . . . . . . . . . . . . . . . . . . . . . . . . . . . . . . . . . . . . . . . . . . . . . . . . . . . . . . . . . . . . . . . . . . . . . . . . . . . — [309, 382, 2189, 395]
section-label: 6 - JLG CONTROL SYSTEM — [203, 624, 368, 639]
dot-leader: . . . . . . . . . . . . . . . . . . . . . . . . . . . . . . . . . . . . . . . . . . . . . . . . . . . . . . . . . . . . . . . . . . . . . . . . . . . . . . . . . . . . . . . . . . . . . . . . . . . . . . . . . . . . . . . . . . . . . . . . . . . . . . . . . . . . . . . . . . . . . . . . . . . . . . . . . . . . . . . . . . . . . . . . . . . . . . . . . . . . . . . . . . . . . . . . . . . . . . . . — [326, 226, 2205, 239]
dot-leader: . . . . . . . . . . . . . . . . . . . . . . . . . . . . . . . . . . . . . . . . . . . . . . . . . . . . . . . . . . . . . . . . . . . . . . . . . . . . . . . . . . . . . . . . . . . . . . . . . . . . . . . . . . . . . . . . . . . . . . . . . . . . . . . . . . . . . . . . . . . . . . . . . . . . . . . . . . . . . . . . . . . . . . . . . . . . . . . . . . . . . . . . . . . . . . . . . . . . . . . . — [322, 711, 2201, 724]
dot-leader: . . . . . . . . . . . . . . . . . . . . . . . . . . . . . . . . . . . . . . . . . . . . . . . . . . . . . . . . . . . . . . . . . . . . . . . . . . . . . . . . . . . . . . . . . . . . . . . . . . . . . . . . . . . . . . . . . . . . . . . . . . . . . . . . . . . . . . . . . . . . . . . . . . . . . . . . . . . . . . . . . . . . . . . . . . . . . . . . . . . . . . . . . . . . . . . . . . . . . . . . — [387, 804, 2266, 817]
toc-entry-link[interactable] — [228, 583, 2242, 598]
